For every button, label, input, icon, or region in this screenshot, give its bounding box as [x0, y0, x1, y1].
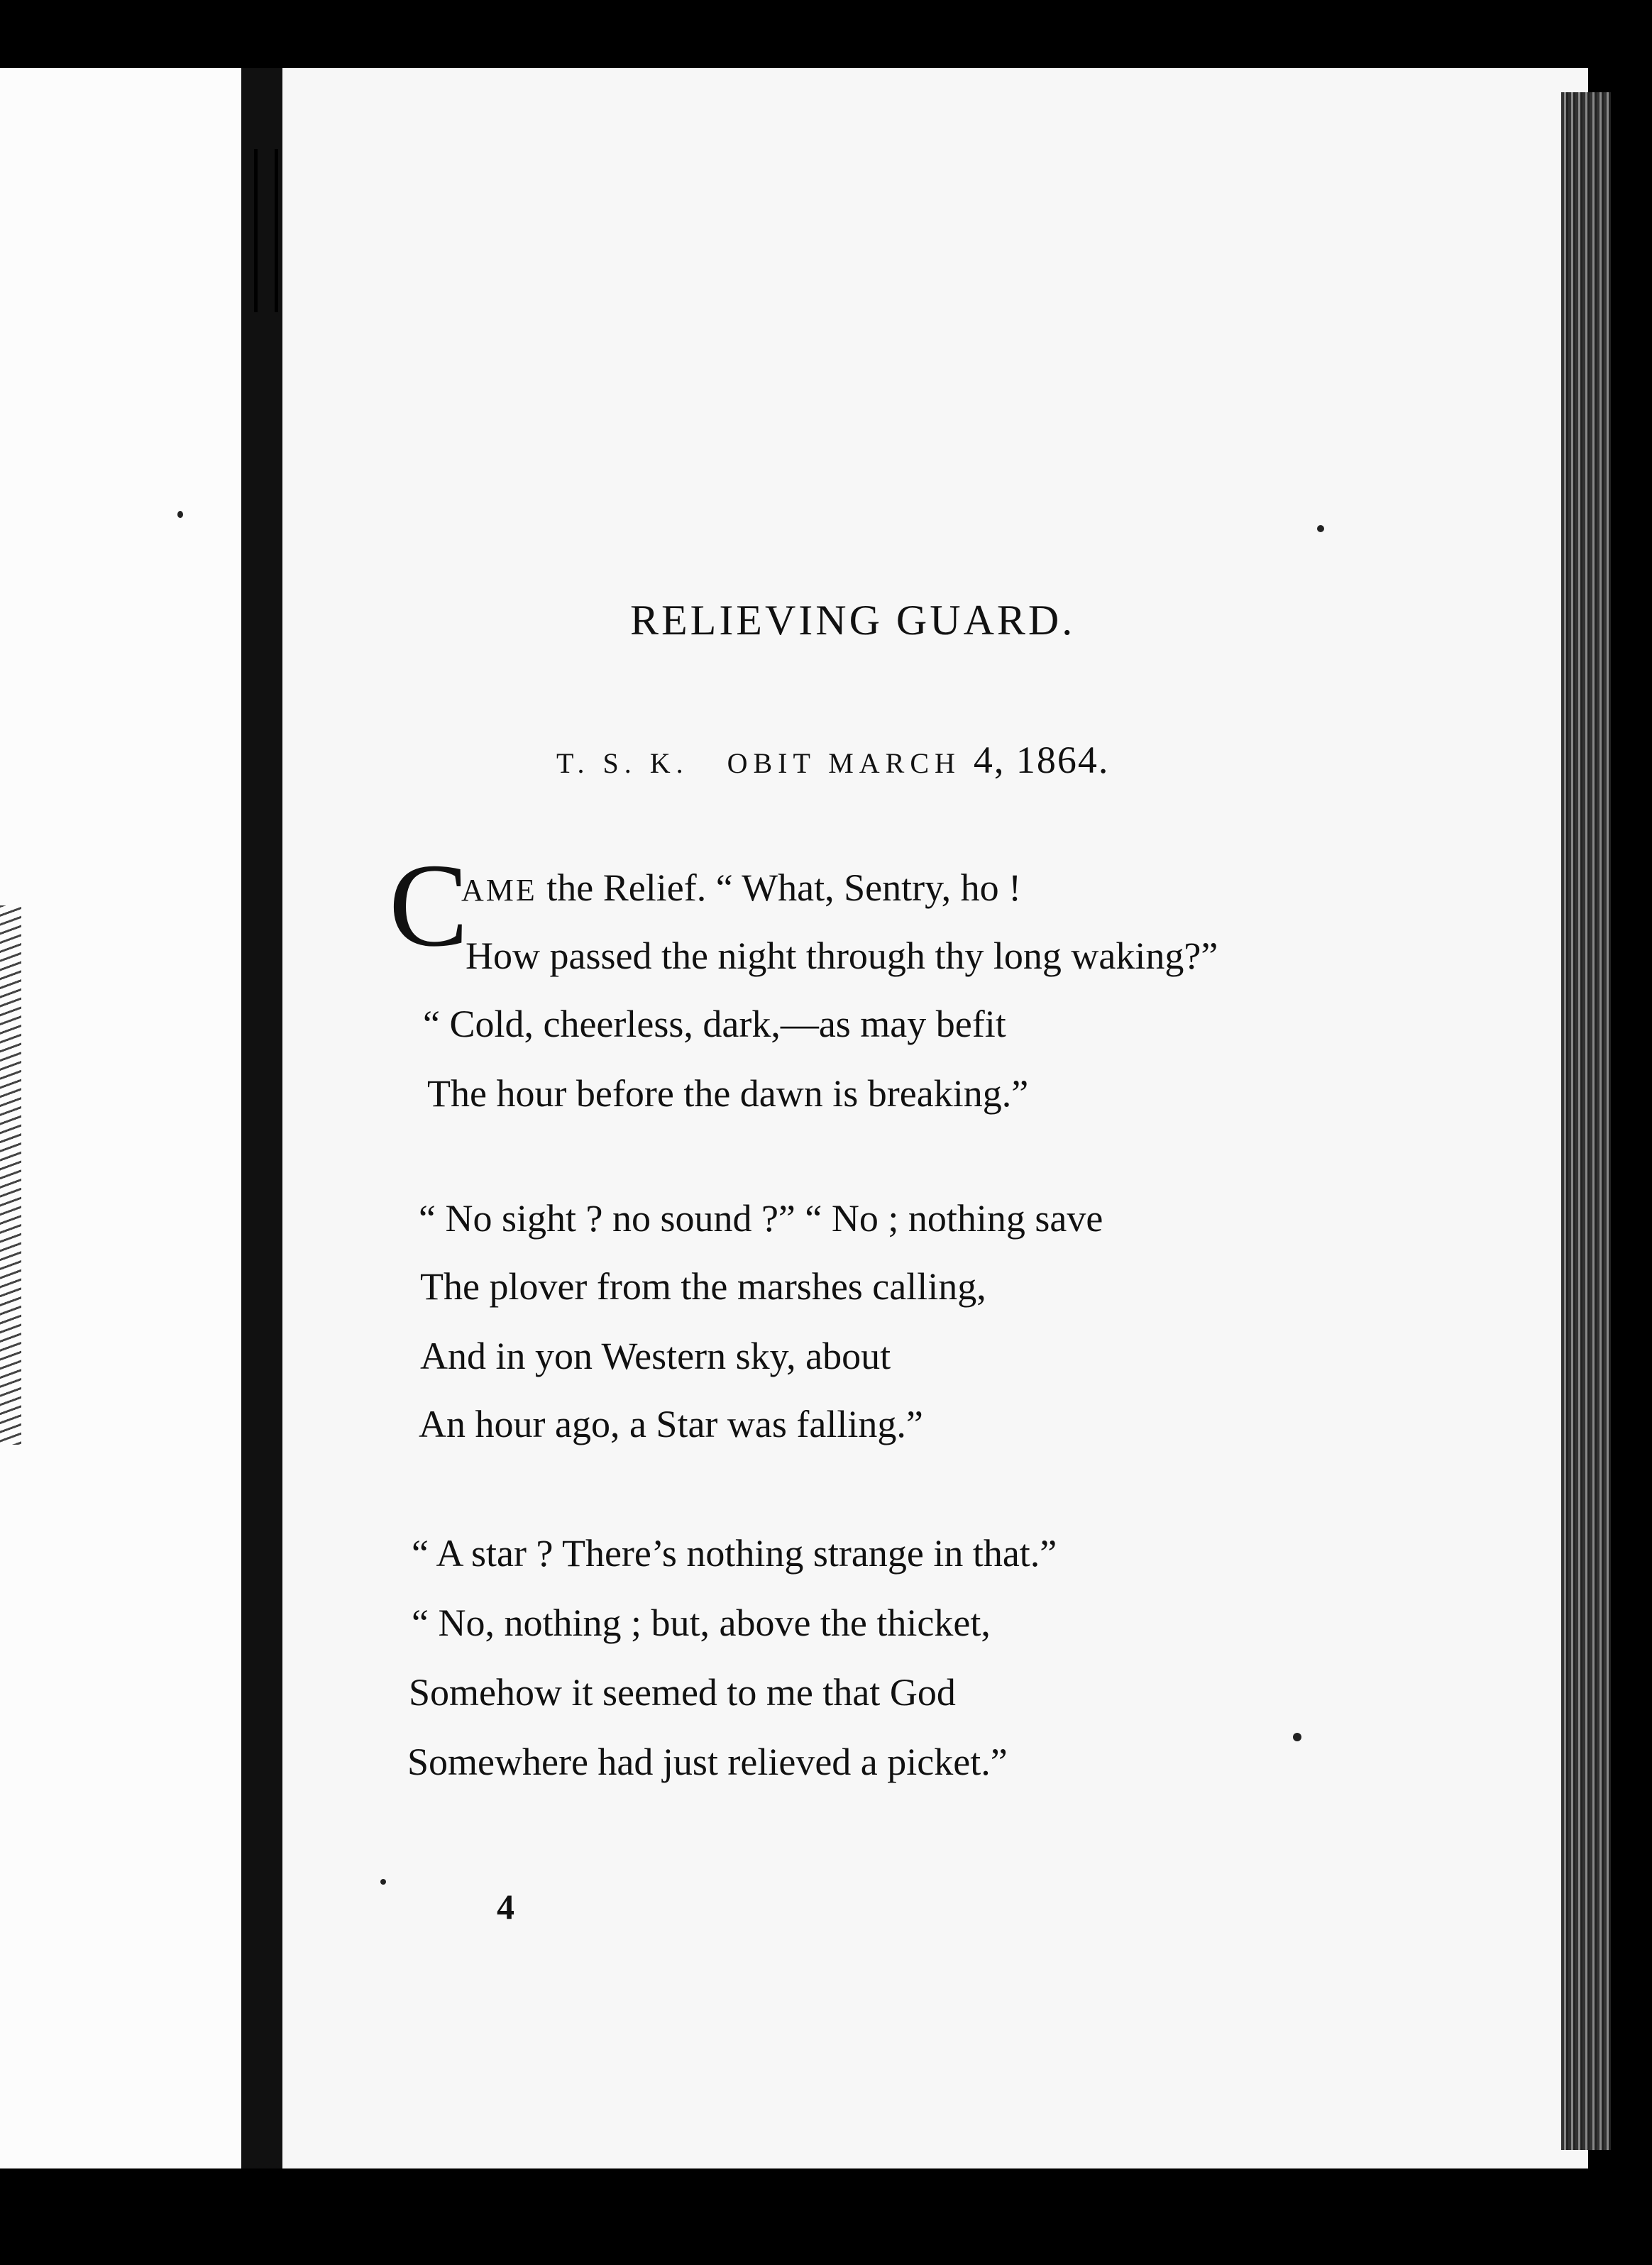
- drop-cap-continuation: AME: [461, 873, 537, 908]
- poem-line: The plover from the marshes calling,: [420, 1265, 986, 1308]
- poem-line: The hour before the dawn is breaking.”: [427, 1072, 1029, 1115]
- dedication-line: [556, 738, 1109, 782]
- poem-line: Somewhere had just relieved a picket.”: [407, 1741, 1008, 1783]
- drop-cap: C: [389, 839, 469, 971]
- right-page: [282, 68, 1588, 2168]
- poem-line: [461, 866, 1021, 910]
- poem-line: “ Cold, cheerless, dark,—as may befit: [423, 1003, 1006, 1045]
- page-edges: [1561, 92, 1611, 2150]
- dedication-date: 4, 1864.: [973, 739, 1110, 781]
- page-number: 4: [497, 1887, 514, 1927]
- poem-line: And in yon Western sky, about: [420, 1335, 891, 1377]
- poem-line: “ No, nothing ; but, above the thicket,: [412, 1602, 991, 1644]
- left-page: [0, 68, 241, 2168]
- paper-speck: [1293, 1733, 1301, 1741]
- paper-speck: [177, 511, 183, 518]
- book-gutter: [241, 68, 282, 2168]
- bookmark-ribbon: [254, 149, 278, 312]
- dedication-obit: OBIT MARCH: [727, 747, 961, 779]
- poem-line: An hour ago, a Star was falling.”: [419, 1403, 923, 1445]
- poem-line: How passed the night through thy long waking?”: [466, 935, 1218, 977]
- poem-line: “ No sight ? no sound ?” “ No ; nothing save: [419, 1197, 1103, 1240]
- poem-title: RELIEVING GUARD.: [630, 597, 1076, 644]
- dedication-initials: T. S. K.: [556, 747, 689, 779]
- poem-line: Somehow it seemed to me that God: [409, 1671, 956, 1714]
- paper-speck: [380, 1879, 386, 1885]
- paper-speck: [1317, 525, 1324, 532]
- illustration-fragment: [0, 905, 21, 1445]
- poem-line: “ A star ? There’s nothing strange in that.”: [412, 1532, 1057, 1575]
- poem-line-text: the Relief. “ What, Sentry, ho !: [536, 866, 1022, 909]
